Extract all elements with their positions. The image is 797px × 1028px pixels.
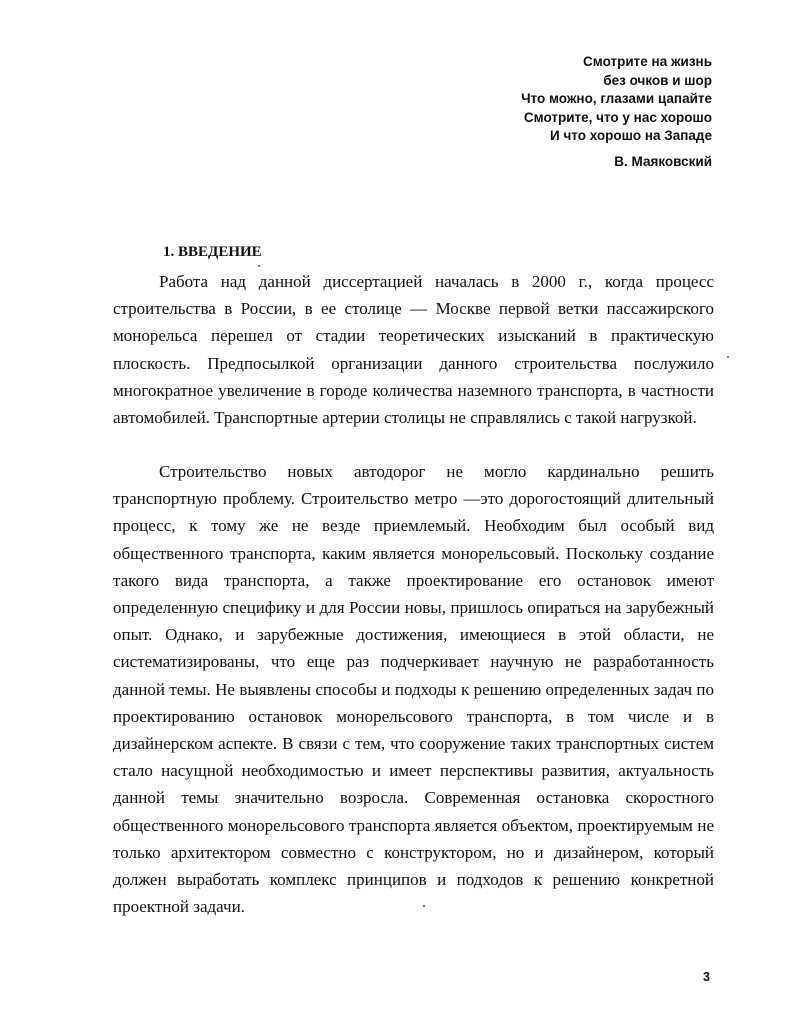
page-number: 3 xyxy=(703,970,710,984)
body-paragraph: Работа над данной диссертацией началась в 2000 г., когда процесс строительства в России, в ее столице — Москве первой ветки пассажирского монорельса перешел от стадии теоретических изысканий в практическую плоскость. Предпосылкой организации данного строительства послужило многократное увеличение в городе количества наземного транспорта, в частности автомобилей. Транспортные артерии столицы не справлялись с такой нагрузкой. xyxy=(113,272,714,428)
body-paragraph: Строительство новых автодорог не могло кардинально решить транспортную проблему. Строительство метро —это дорогостоящий длительный процесс, к тому же не везде приемлемый. Необходим был особый вид общественного транспорта, каким является монорельсовый. Поскольку создание такого вида транспорта, а также проектирование его остановок имеют определенную специфику и для России новы, пришлось опираться на зарубежный опыт. Однако, и зарубежные достижения, имеющиеся в этой области, не систематизированы, что еще раз подчеркивает научную не разработанность данной темы. Не выявлены способы и подходы к решению определенных задач по проектированию остановок монорельсового транспорта, в том числе и в дизайнерском аспекте. В связи с тем, что сооружение таких транспортных систем стало насущной необходимостью и имеет перспективы развития, актуальность данной темы значительно возросла. Современная остановка скоростного общественного монорельсового транспорта является объектом, проектируемым не только архитектором совместно с конструктором, но и дизайнером, который должен выработать комплекс принципов и подходов к решению конкретной проектной задачи. xyxy=(113,462,714,917)
epigraph-line: без очков и шор xyxy=(603,72,712,88)
epigraph-line: Смотрите, что у нас хорошо xyxy=(523,109,712,125)
scan-speck xyxy=(258,265,260,267)
scan-speck xyxy=(727,356,729,358)
epigraph-line: Что можно, глазами цапайте xyxy=(521,91,712,106)
epigraph-line: Смотрите на жизнь xyxy=(583,54,712,69)
section-heading: 1. ВВЕДЕНИЕ xyxy=(163,244,262,260)
epigraph xyxy=(521,53,712,146)
body-paragraph-2-block xyxy=(113,458,714,920)
epigraph-author: В. Маяковский xyxy=(614,154,712,169)
body-paragraph-1-block xyxy=(113,268,714,431)
epigraph-line: И что хорошо на Западе xyxy=(550,128,712,143)
scan-speck xyxy=(423,905,425,907)
